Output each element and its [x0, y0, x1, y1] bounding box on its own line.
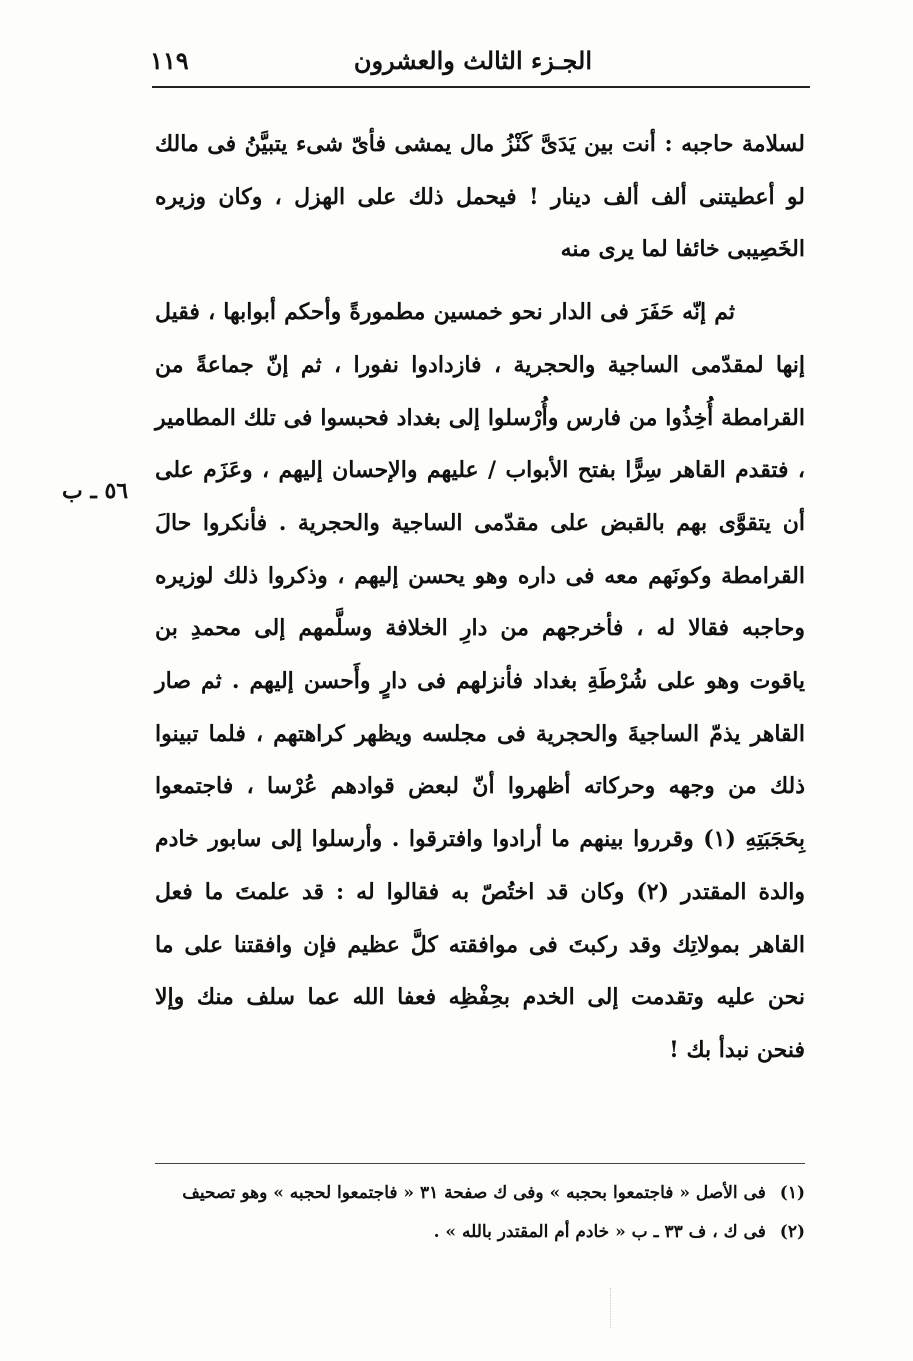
footnote-1: [155, 1178, 805, 1209]
footnote-rule: [155, 1163, 805, 1164]
footnote-text: فى الأصل « فاجتمعوا بحجبه » وفى ك صفحة ٣١ « فاجتمعوا لحجبه » وهو تصحيف: [182, 1183, 766, 1203]
page-header: [150, 42, 810, 88]
running-title: الجـزء الثالث والعشرون: [353, 46, 592, 75]
header-rule: [152, 86, 810, 88]
footnotes: [155, 1178, 805, 1256]
footnote-number: (١): [779, 1183, 805, 1203]
scan-artifact: [610, 1288, 623, 1328]
paragraph-2: ثم إنّه حَفَرَ فى الدار نحو خمسين مطمورةً وأحكم أبوابها ، فقيل إنها لمقدّمى الساجية والحجرية ، فازدادوا نفورا ، ثم إنّ جماعةً من القرامطة أُخِذُوا من فارس وأُرْسلوا إلى بغداد فحبسوا فى تلك المطامير ، فتقدم القاهر سِرًّا بفتح الأبواب / عليهم والإحسان إليهم ، وعَزَم على أن يتقوَّى بهم بالقبض على مقدّمى الساجية والحجرية . فأنكروا حالَ القرامطة وكونَهم معه فى داره وهو يحسن إليهم ، وذكروا ذلك لوزيره وحاجبه فقالا له ، فأخرجهم من دارِ الخلافة وسلَّمهم إلى محمدِ بن ياقوت وهو على شُرْطَةِ بغداد فأنزلهم فى دارٍ وأَحسن إليهم . ثم صار القاهر يذمّ الساجيةَ والحجرية فى مجلسه ويظهر كراهتهم ، فلما تبينوا ذلك من وجهه وحركاته أظهروا أنّ لبعض قوادهم عُرْسا ، فاجتمعوا بِحَجَبَتِهِ (١) وقرروا بينهم ما أرادوا وافترقوا . وأرسلوا إلى سابور خادم والدة المقتدر (٢) وكان قد اختُصّ به فقالوا له : قد علمتَ ما فعل القاهر بمولاتِك وقد ركبتَ فى موافقته كلَّ عظيم فإن وافقتنا على ما نحن عليه وتقدمت إلى الخدم بحِفْظِه فعفا الله عما سلف منك وإلا فنحن نبدأ بك !: [155, 299, 806, 1063]
margin-folio-note: ٥٦ ـ ب: [62, 478, 129, 504]
footnote-number: (٢): [779, 1222, 805, 1242]
footnote-text: فى ك ، ف ٣٣ ـ ب « خادم أم المقتدر بالله » .: [433, 1222, 766, 1242]
page-number: ١١٩: [150, 46, 189, 75]
paragraph-1: لسلامة حاجبه : أنت بين يَدَىَّ كَنْزُ مال يمشى فأىّ شىء يتبيَّنُ فى مالك لو أعطيتنى ألف ألف دينار ! فيحمل ذلك على الهزل ، وكان وزيره الخَصِيبى خائفا لما يرى منه: [155, 131, 805, 263]
main-text: [155, 118, 805, 1077]
footnote-2: [155, 1217, 805, 1248]
